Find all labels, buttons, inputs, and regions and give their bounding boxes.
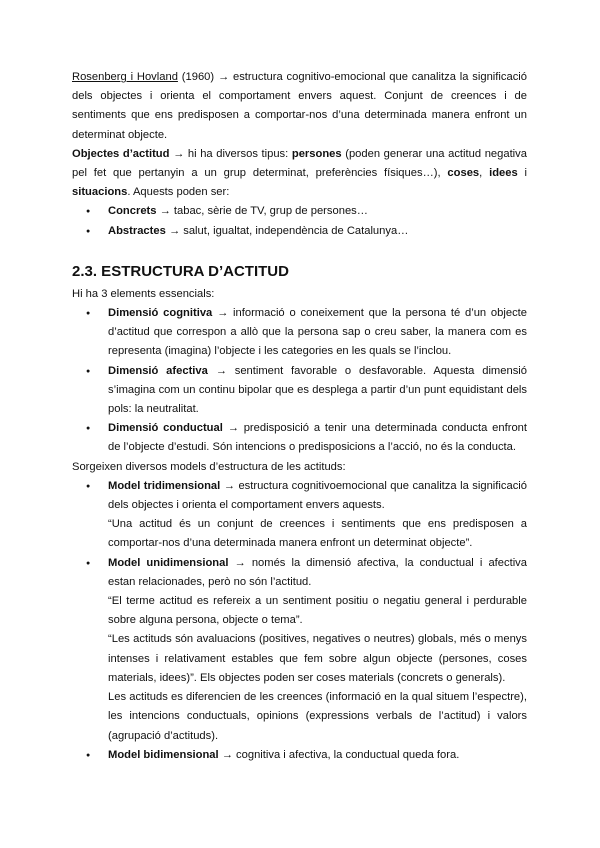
quote-paragraph: “Una actitud és un conjunt de creences i sentiments que ens predisposen a comportar-nos d’una determinada manera enfront un determinat objecte”. (108, 518, 527, 550)
objectes-text-2: (poden generar una actitud negativa pel fet que pertanyin a un grup determinat, preferències físiques…), (72, 147, 527, 180)
list-item (72, 304, 527, 362)
item-text: cognitiva i afectiva, la conductual queda fora. (232, 748, 460, 761)
section-heading: 2.3. ESTRUCTURA D’ACTITUD (72, 262, 289, 280)
arrow-icon: → (217, 71, 230, 83)
arrow-icon: → (168, 224, 181, 237)
item-label: Model bidimensional (108, 748, 219, 761)
term-situacions: situacions (72, 186, 128, 199)
arrow-icon: → (223, 479, 235, 492)
list-item (72, 362, 527, 420)
item-text: salut, igualtat, independència de Catalunya… (180, 224, 409, 237)
models-list (72, 477, 527, 765)
list-item (72, 477, 527, 554)
item-text: només la dimensió afectiva, la conductual i afectiva estan relacionades, però no són l’actitud. (108, 556, 527, 588)
item-label: Abstractes (108, 224, 166, 237)
item-text: estructura cognitivoemocional que canalitza la significació dels objectes i orienta el comportament envers aquests. (108, 479, 528, 512)
arrow-icon: → (159, 205, 171, 218)
elements-list (72, 304, 527, 458)
term-persones: persones (291, 147, 342, 160)
item-text: informació o coneixement que la persona té d’un objecte d’actitud que correspon a allò que la persona sap o creu saber, la manera com es representa (imagina) l’objecte i les categories en les quals se l’inclou. (108, 307, 528, 358)
objectes-label: Objectes d’actitud (72, 147, 170, 160)
arrow-icon: → (217, 307, 229, 320)
objectes-text-3: . Aquests poden ser: (127, 186, 230, 199)
item-label: Model tridimensional (108, 479, 221, 492)
quote-paragraph: “Les actituds són avaluacions (positives, negatives o neutres) globals, més o menys intenses i relativament estables que fem sobre algun objecte (persones, coses materials, idees)”. Els objectes poden ser coses materials (concrets o generals). (108, 633, 527, 684)
models-intro: Sorgeixen diversos models d’estructura de les actituds: (72, 460, 346, 473)
objectes-text: hi ha diversos tipus: (184, 147, 292, 160)
list-item (72, 419, 527, 457)
item-text: predisposició a tenir una determinada conducta enfront de l’objecte d’estudi. Són intencions o predisposicions a l’acció, no és la conducta. (108, 422, 528, 454)
intro-year: (1960) (177, 71, 218, 83)
quote-paragraph: “El terme actitud es refereix a un sentiment positiu o negatiu general i perdurable sobre alguna persona, objecte o tema”. (108, 595, 527, 627)
objectes-list (72, 202, 527, 240)
list-item (72, 746, 527, 765)
arrow-icon: → (234, 556, 246, 569)
list-item (72, 222, 527, 241)
item-text: sentiment favorable o desfavorable. Aquesta dimensió s’imagina com un continu bipolar que es desplega a partir d’un punt equidistant dels pols: la neutralitat. (108, 364, 527, 416)
list-item (72, 202, 527, 221)
objectes-paragraph (72, 145, 527, 203)
item-text: tabac, sèrie de TV, grup de persones… (170, 205, 368, 218)
item-label: Concrets (108, 205, 157, 218)
section-intro: Hi ha 3 elements essencials: (72, 287, 215, 300)
intro-text: estructura cognitivo-emocional que canalitza la significació dels objectes i orienta el comportament envers aquest. Conjunt de creences i de sentiments que ens predisposen a comportar-nos d’una determinada manera enfront un determinat objecte. (72, 71, 528, 141)
body-paragraph: Les actituds es diferencien de les creences (informació en la qual situem l’espectre), les intencions conductuals, opinions (expressions verbals de l’actitud) i valors (agrupació d’actituds). (108, 691, 527, 742)
arrow-icon: → (173, 147, 185, 160)
arrow-icon: → (215, 364, 227, 377)
intro-paragraph (72, 68, 527, 145)
arrow-icon: → (221, 748, 233, 761)
term-idees: idees (489, 167, 518, 180)
item-label: Model unidimensional (108, 556, 229, 569)
document-page (72, 68, 527, 765)
item-label: Dimensió conductual (108, 422, 223, 435)
author-link: Rosenberg i Hovland (72, 71, 178, 83)
term-coses: coses (447, 167, 480, 180)
list-item (72, 554, 527, 746)
separator: , (479, 167, 490, 180)
arrow-icon: → (227, 422, 239, 435)
separator: i (517, 167, 528, 180)
item-label: Dimensió cognitiva (108, 307, 213, 320)
item-label: Dimensió afectiva (108, 364, 208, 377)
